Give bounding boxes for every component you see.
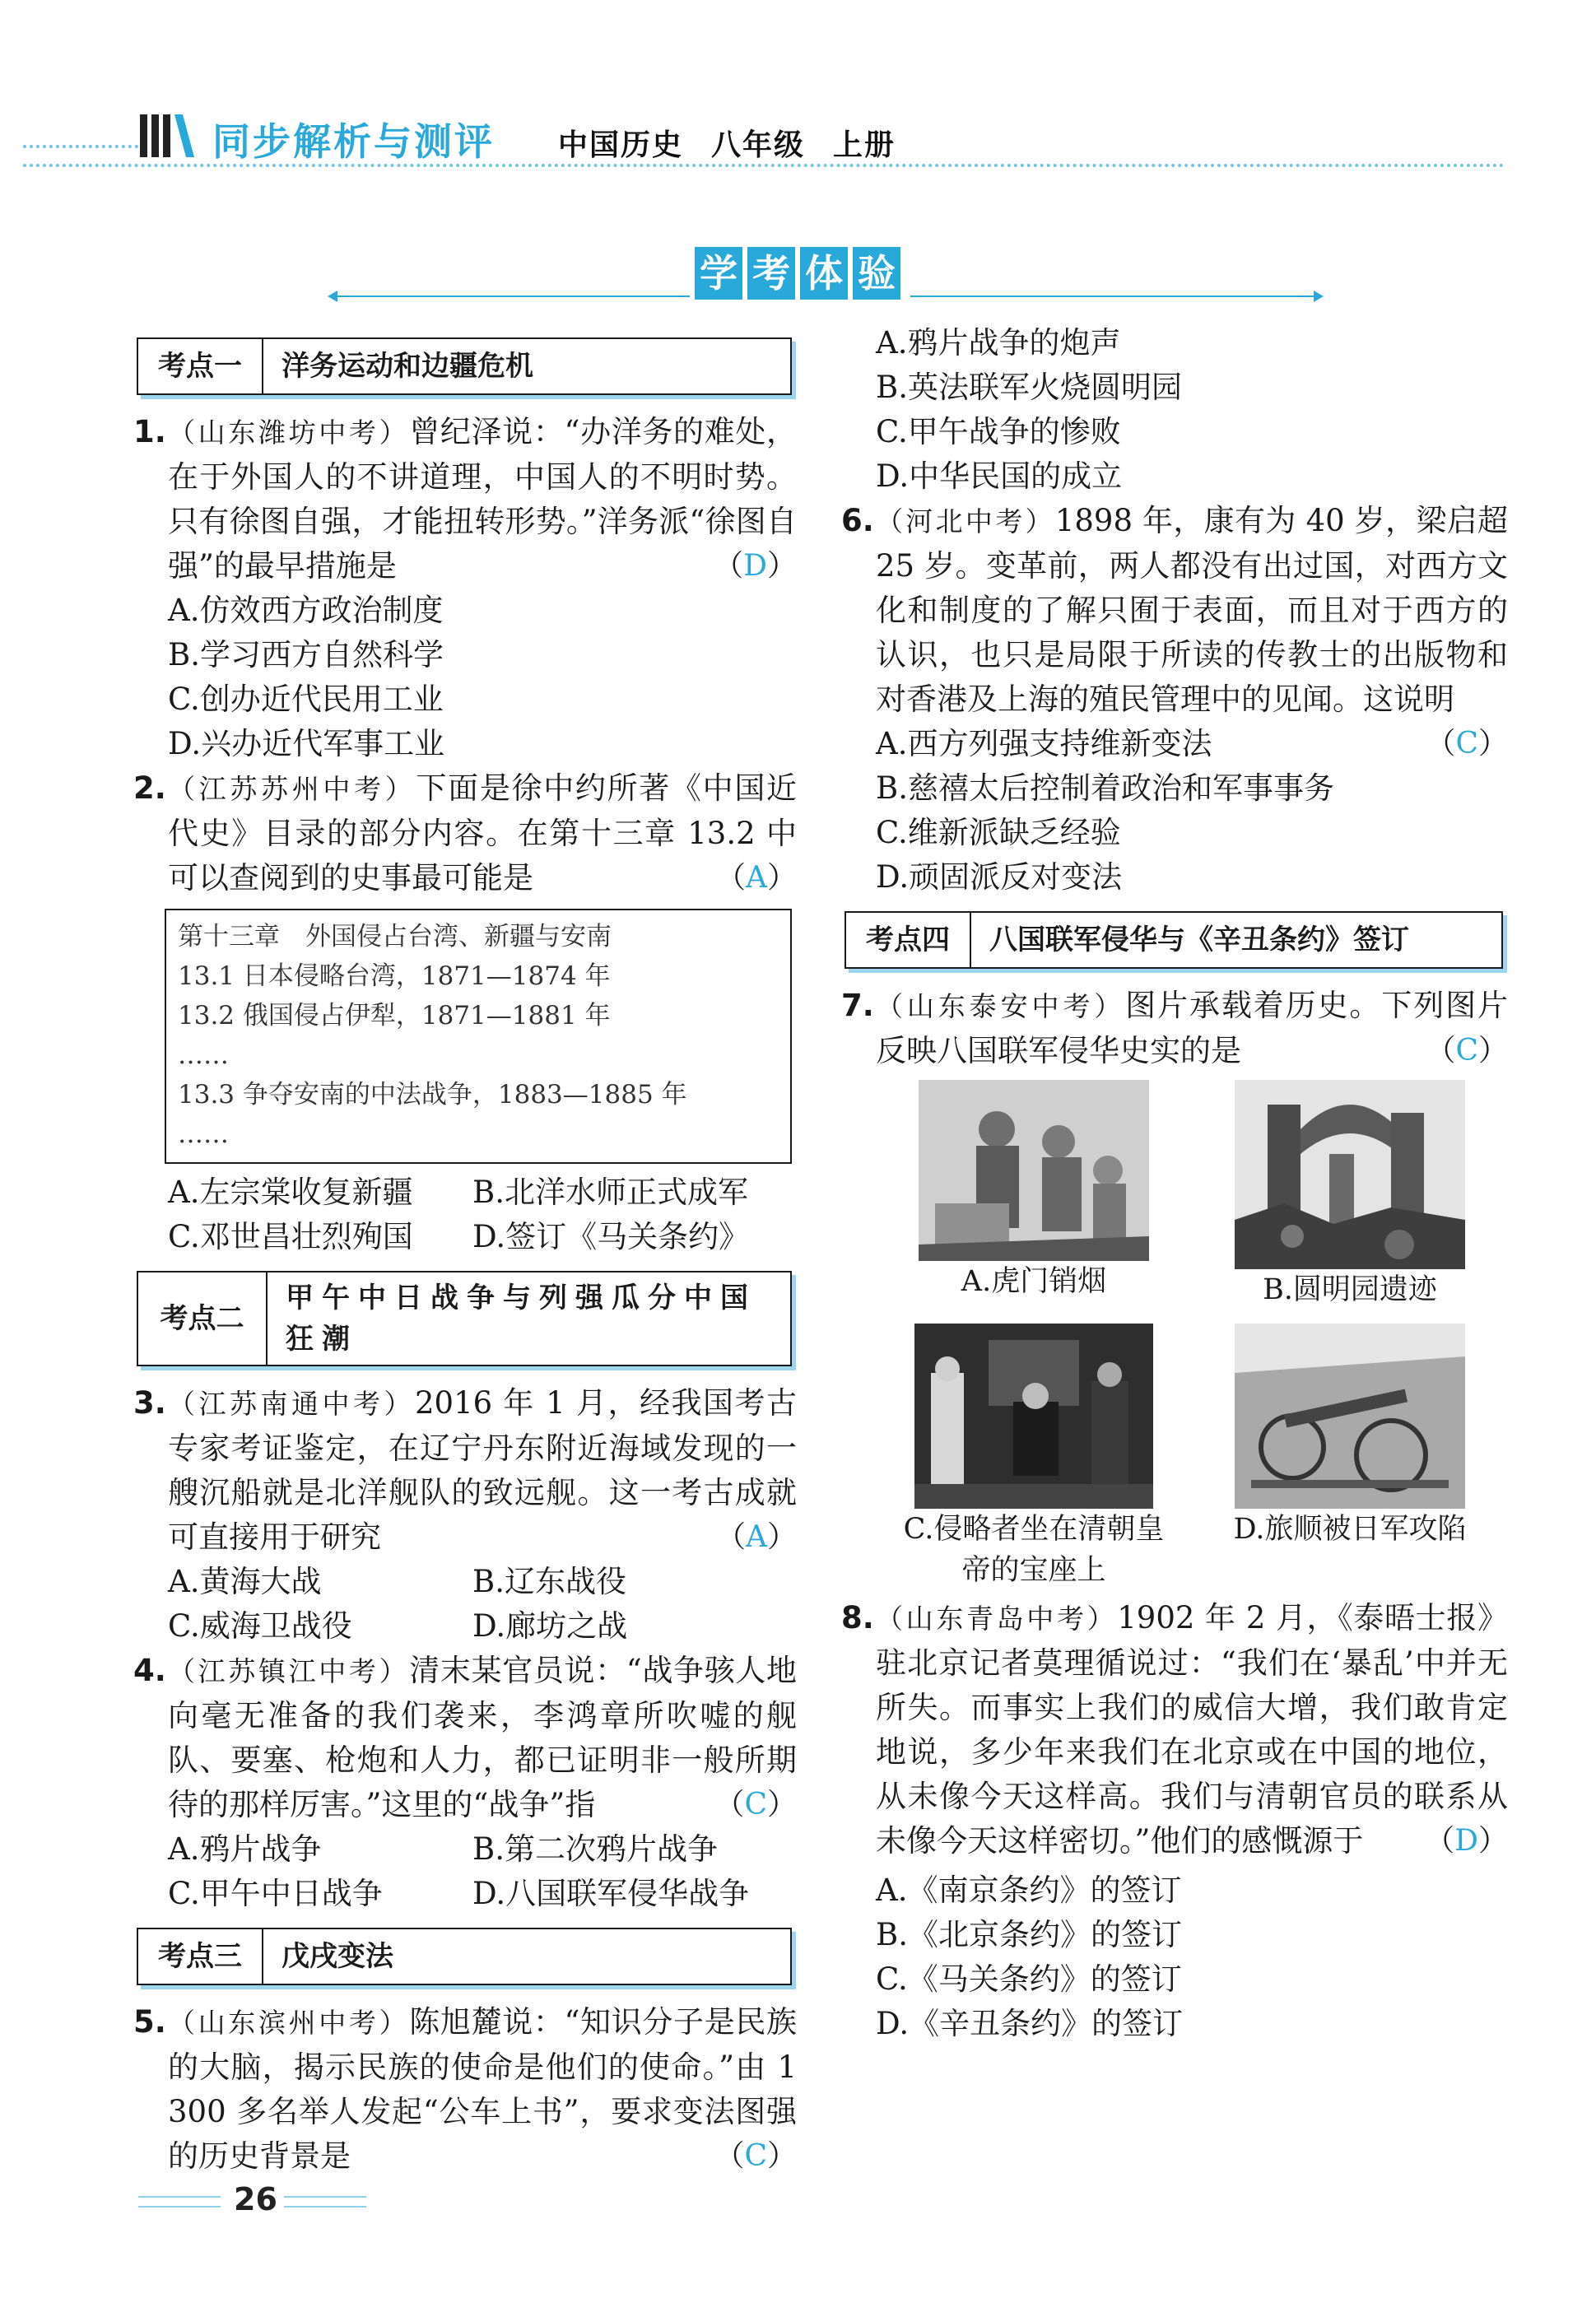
header-dots-left — [23, 145, 138, 148]
option: A.左宗棠收复新疆 — [168, 1175, 413, 1210]
book-volume: 上册 — [833, 128, 896, 162]
question-number: 3. — [133, 1385, 166, 1421]
question-3 — [133, 1381, 797, 1560]
book-grade: 八年级 — [711, 128, 806, 162]
image-row — [841, 1080, 1508, 1310]
option: C.维新派缺乏经验 — [876, 815, 1121, 850]
option: A.仿效西方政治制度 — [168, 593, 444, 628]
question-text: 陈旭麓说：“知识分子是民族的大脑，揭示民族的使命是他们的使命。”由 1 300 多名举人发起“公车上书”，要求变法图强的历史背景是 — [168, 2004, 797, 2174]
answer-letter: C — [744, 1788, 767, 1821]
option: A.《南京条约》的签订 — [876, 1873, 1182, 1908]
option: D.兴办近代军事工业 — [168, 726, 445, 761]
banner-char: 学 — [695, 247, 742, 300]
question-source: （江苏南通中考） — [168, 1388, 415, 1420]
question-source: （江苏镇江中考） — [168, 1655, 410, 1687]
book-info — [558, 122, 924, 164]
section-header-4 — [845, 911, 1503, 969]
question-source: （山东泰安中考） — [876, 990, 1126, 1022]
option-row — [133, 1170, 797, 1215]
question-text: 下面是徐中约所著《中国近代史》目录的部分内容。在第十三章 13.2 中可以查阅到的史事最可能是 — [168, 770, 798, 896]
option: B.慈禧太后控制着政治和军事事务 — [876, 770, 1334, 806]
option: D.中华民国的成立 — [876, 458, 1123, 494]
toc-line: …… — [178, 1040, 229, 1070]
option: D.廊坊之战 — [472, 1608, 628, 1644]
page-number: 26 — [234, 2181, 277, 2217]
section-key: 考点三 — [138, 1929, 263, 1984]
image-caption: B.圆明园遗迹 — [1263, 1273, 1437, 1306]
banner-arrow-right-icon — [1314, 291, 1324, 302]
option: C.《马关条约》的签订 — [876, 1961, 1182, 1997]
toc-line: 13.1 日本侵略台湾，1871—1874 年 — [178, 961, 611, 991]
option: A.黄海大战 — [168, 1564, 322, 1599]
answer-letter: D — [743, 549, 767, 583]
image-option-c — [898, 1324, 1170, 1591]
option: A.鸦片战争 — [168, 1831, 322, 1867]
question-source: （山东滨州中考） — [168, 2007, 410, 2039]
option: B.北洋水师正式成军 — [472, 1175, 748, 1210]
question-text: 图片承载着历史。下列图片反映八国联军侵华史实的是 — [876, 988, 1509, 1068]
question-source: （山东青岛中考） — [876, 1603, 1118, 1635]
book-subject: 中国历史 — [558, 128, 684, 162]
question-2 — [133, 766, 797, 900]
footer-rule — [284, 2196, 366, 2198]
image-option-a — [898, 1080, 1170, 1310]
question-source: （江苏苏州中考） — [168, 773, 416, 805]
footer-rule — [138, 2206, 221, 2208]
image-option-b — [1214, 1080, 1486, 1310]
option: C.创办近代民用工业 — [168, 682, 444, 717]
section-title: 洋务运动和边疆危机 — [282, 350, 533, 383]
answer-mark: （A） — [715, 1520, 797, 1554]
footer-rule — [284, 2206, 366, 2208]
question-source: （山东潍坊中考） — [168, 416, 410, 449]
section-title: 甲午中日战争与列强瓜分中国狂潮 — [286, 1282, 756, 1356]
header-rule — [23, 164, 1505, 167]
answer-letter: A — [745, 1520, 767, 1554]
question-5 — [133, 2000, 797, 2179]
section-banner — [695, 247, 900, 300]
table-of-contents-box — [165, 909, 792, 1164]
image-caption: A.虎门销烟 — [961, 1265, 1107, 1298]
option: D.签订《马关条约》 — [472, 1219, 750, 1254]
left-column — [133, 337, 797, 2179]
throne-invaders-photo — [914, 1324, 1153, 1509]
right-column — [841, 321, 1508, 2046]
toc-line: 13.2 俄国侵占伊犁，1871—1881 年 — [178, 1001, 611, 1031]
question-source: （河北中考） — [876, 505, 1055, 537]
section-key: 考点二 — [138, 1272, 268, 1365]
banner-rule-left — [336, 295, 690, 297]
answer-mark: （C） — [1426, 727, 1508, 761]
answer-mark: （C） — [714, 1788, 797, 1821]
banner-char: 考 — [747, 247, 795, 300]
question-number: 2. — [133, 770, 166, 806]
answer-mark: （C） — [1426, 1034, 1508, 1068]
answer-mark: （D） — [1425, 1824, 1508, 1858]
option: A.鸦片战争的炮声 — [876, 325, 1121, 361]
answer-letter: A — [745, 861, 767, 895]
question-number: 5. — [133, 2004, 166, 2040]
answer-letter: C — [1455, 727, 1478, 761]
question-text: 清末某官员说：“战争骇人地向毫无准备的我们袭来，李鸿章所吹嘘的舰队、要塞、枪炮和人力，都已证明非一般所期待的那样厉害。”这里的“战争”指 — [168, 1653, 797, 1822]
question-text: 曾纪泽说：“办洋务的难处，在于外国人的不讲道理，中国人的不明时势。只有徐图自强，才能扭转形势。”洋务派“徐图自强”的最早措施是 — [168, 414, 797, 584]
answer-mark: （A） — [715, 861, 797, 895]
option-row — [133, 1872, 797, 1916]
question-number: 8. — [841, 1600, 874, 1635]
option: D.《辛丑条约》的签订 — [876, 2006, 1184, 2041]
image-option-d — [1214, 1324, 1486, 1591]
option: B.英法联军火烧圆明园 — [876, 370, 1182, 405]
image-row — [841, 1324, 1508, 1591]
humen-opium-photo — [919, 1080, 1149, 1261]
answer-letter: D — [1454, 1824, 1478, 1858]
question-7 — [841, 984, 1508, 1073]
answer-letter: C — [1455, 1034, 1478, 1068]
banner-arrow-left-icon — [328, 291, 337, 302]
question-text: 2016 年 1 月，经我国考古专家考证鉴定，在辽宁丹东附近海域发现的一艘沉船就是北洋舰队的致远舰。这一考古成就可直接用于研究 — [168, 1385, 797, 1555]
option: C.邓世昌壮烈殉国 — [168, 1219, 413, 1254]
question-number: 1. — [133, 414, 166, 449]
banner-char: 体 — [800, 247, 848, 300]
option-row — [133, 1215, 797, 1259]
question-1 — [133, 410, 797, 589]
option: B.学习西方自然科学 — [168, 637, 444, 672]
toc-line: …… — [178, 1119, 229, 1149]
question-number: 7. — [841, 988, 874, 1023]
banner-char: 验 — [853, 247, 900, 300]
option: B.《北京条约》的签订 — [876, 1917, 1182, 1952]
option: B.第二次鸦片战争 — [472, 1831, 718, 1867]
series-logo-icon — [138, 111, 196, 161]
answer-mark: （C） — [714, 2139, 797, 2173]
option: C.甲午中日战争 — [168, 1876, 383, 1911]
option-row — [133, 1560, 797, 1604]
banner-rule-right — [910, 295, 1314, 297]
series-title: 同步解析与测评 — [212, 119, 495, 164]
option-row — [133, 1827, 797, 1872]
question-8 — [841, 1596, 1508, 1863]
image-caption: D.旅顺被日军攻陷 — [1233, 1513, 1467, 1546]
toc-line: 第十三章 外国侵占台湾、新疆与安南 — [178, 922, 612, 951]
question-number: 4. — [133, 1653, 166, 1688]
toc-line: 13.3 争夺安南的中法战争，1883—1885 年 — [178, 1080, 687, 1110]
image-caption: C.侵略者坐在清朝皇帝的宝座上 — [903, 1513, 1165, 1587]
section-header-2 — [137, 1271, 792, 1366]
answer-mark: （D） — [714, 549, 797, 583]
option: A.西方列强支持维新变法 — [876, 726, 1212, 761]
yuanmingyuan-ruins-photo — [1235, 1080, 1465, 1269]
section-key: 考点一 — [138, 339, 263, 393]
section-header-3 — [137, 1928, 792, 1985]
question-number: 6. — [841, 503, 874, 538]
question-text: 1902 年 2 月，《泰晤士报》驻北京记者莫理循说过：“我们在‘暴乱’中并无所失。而事实上我们的威信大增，我们敢肯定地说，多少年来我们在北京或在中国的地位，从未像今天这样高。我们与清朝官员的联系从未像今天这样密切。”他们的感慨源于 — [876, 1600, 1508, 1859]
footer-rule — [138, 2196, 221, 2198]
question-text: 1898 年，康有为 40 岁，梁启超 25 岁。变革前，两人都没有出过国，对西方文化和制度的了解只囿于表面，而且对于西方的认识，也只是局限于所读的传教士的出版物和对香港及上海的殖民管理中的见闻。这说明 — [876, 503, 1509, 717]
section-title: 戊戌变法 — [282, 1940, 393, 1973]
option: D.八国联军侵华战争 — [472, 1876, 750, 1911]
option: C.甲午战争的惨败 — [876, 414, 1121, 449]
option: D.顽固派反对变法 — [876, 859, 1123, 895]
option-row — [133, 1604, 797, 1649]
lushun-fall-photo — [1235, 1324, 1465, 1509]
option: B.辽东战役 — [472, 1564, 626, 1599]
section-title: 八国联军侵华与《辛丑条约》签订 — [989, 924, 1409, 956]
section-key: 考点四 — [846, 913, 971, 967]
section-header-1 — [137, 337, 792, 395]
answer-letter: C — [744, 2139, 767, 2173]
option: C.威海卫战役 — [168, 1608, 352, 1644]
question-4 — [133, 1649, 797, 1827]
